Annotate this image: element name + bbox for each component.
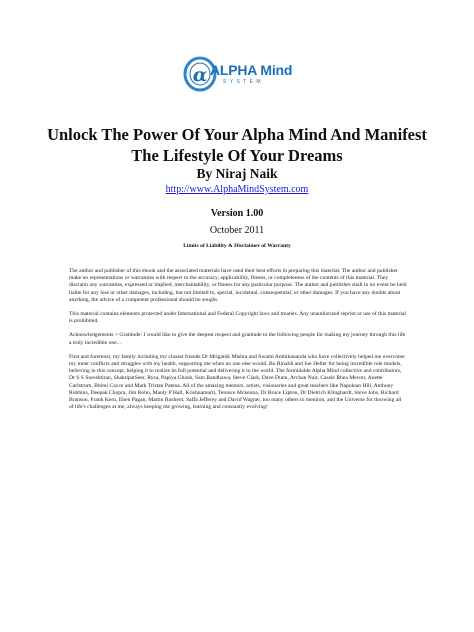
website-link[interactable]: http://www.AlphaMindSystem.com	[165, 184, 309, 195]
body-text	[69, 268, 407, 418]
alpha-mind-logo	[182, 54, 312, 96]
document-title: Unlock The Power Of Your Alpha Mind And Manifest The Lifestyle Of Your Dreams	[47, 125, 427, 165]
acknowledgements-paragraph: Acknowledgements + Gratitude: I would like to give the deepest respect and gratitude to the following people for making my journey through this life a truly incredible one...	[69, 332, 406, 346]
copyright-paragraph: This material contains elements protected under International and Federal Copyright laws and treaties. Any unauthorized reprint or use of this material is prohibited.	[69, 311, 406, 325]
logo-subtitle: SYSTEM	[223, 79, 264, 85]
alpha-glyph: α	[192, 64, 208, 86]
disclaimer-paragraph: The author and publisher of this ebook and the associated materials have used their best efforts in preparing this material. The author and publisher make no representations or warranties with respect to the accuracy, applicability, fitness, or completeness of the contents of this material. They disclaim any warranties, expressed or implied, merchantability, or fitness for any particular purpose. The author and publisher shall in no event be held liable for any loss or other damages, including, but not limited to, special, incidental, consequential, or other damages. If you have any doubts about anything, the advice of a competent professional should be sought.	[69, 268, 407, 303]
publication-date: October 2011	[209, 225, 265, 236]
version-label: Version 1.00	[210, 208, 264, 219]
thanks-paragraph: First and foremost, my family including my closest friends Dr Mriganik Mishra and Swami Ambikananda who have collectively helped me overcome my inner conflicts and struggles with my health, supporting me when no one else would. Bo Rinaldi and Joe Heller for being incredible role models, believing in this concept, helping it to realize its full potential and delivering it to the world. The formidable Alpha Mind collective and contributors, Dr S S Sureshtiran, ShaktipatSeer, Rysa, Papiya Ghosh, Sam Randhawa, Steve Clark, Dave Dunn, Archan Nair, Cassie Rhea Mercer, Anette Carlstrom, Bhimi Cayce and Mark Tristan Patena. All of the amazing mentors, artists, visionaries and great teachers like Napolean Hill, Anthony Robbins, Deepak Chopra, Jim Rohn, Manly P Hall, Krishnamurti, Terence Mckenna, Dr Bruce Lipton, Dr Dietrich Klinghardt, Steve Jobs, Richard Branson, Frank Kern, Eben Pagan, Martin Rushent, Saffa Jefferey and David Wagner, too many others to mention, and the Universe for throwing all of life's challenges at me, always keeping me growing, learning and constantly evolving!	[69, 353, 405, 411]
logo-name: ALPHA Mind	[210, 62, 293, 78]
limits-heading: Limits of Liability & Disclaimer of Warranty	[183, 243, 291, 249]
author-line: By Niraj Naik	[196, 166, 278, 181]
